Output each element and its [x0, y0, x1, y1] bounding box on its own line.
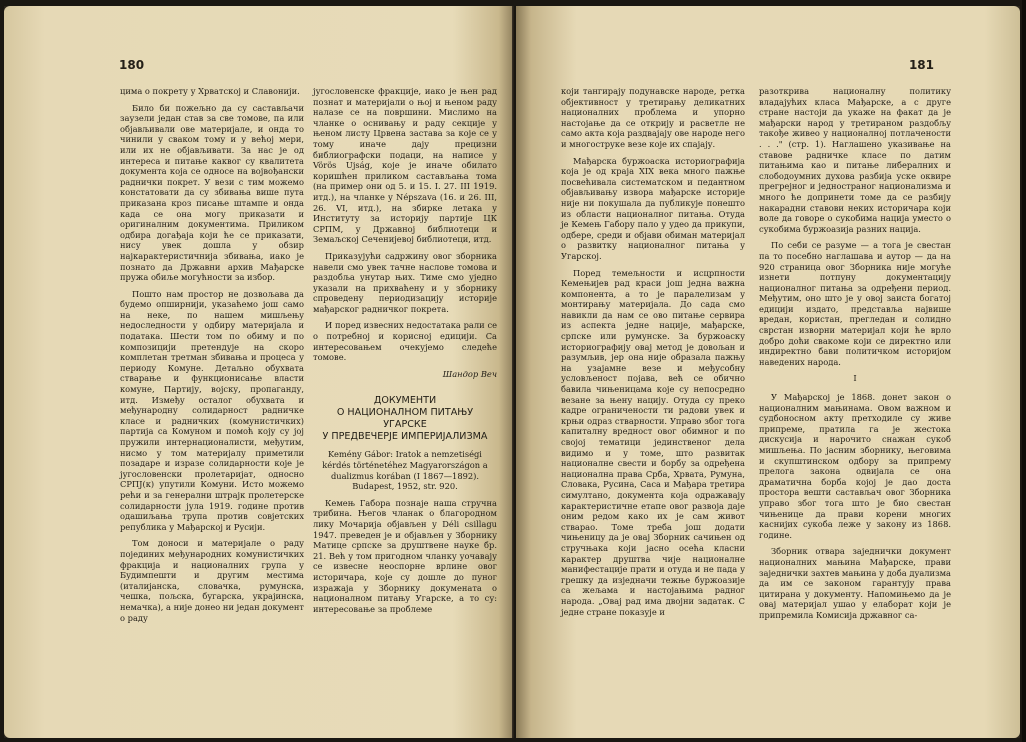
page-number: 181 [908, 58, 934, 72]
bibliographic-reference: Kemény Gábor: Iratok a nemzetiségi kérdés történetéhez Magyarországon a dualizmus korában (I 1867—1892). Budapest, 1952, str. 920. [322, 449, 488, 492]
paragraph: Том доноси и материјале о раду појединих међународних комунистичких фракција и националних група у Будимпешти и другим местима (италијанска, словачка, румунска, чешка, пољска, бугарска, украјинска, немачка), а није донео ни један документ о раду [120, 538, 304, 623]
paragraph: разоткрива националну политику владајућих класа Мађарске, а с друге стране настоји да укаже на факат да је мађарски народ у третираном раздобљу такође живео у националној потлачености . . ." (стр. 1). Наглашено указивање на ставове радничке класе по датим питањима као и питање либералних и слободоумних духова разбија уске оквире прегрејног и једностраног национализма и много ће допринети томе да се разбију накарадни ставови неких историчара који воле да говоре о сукобима нација уместо о сукобима буржоазија разних нација. [759, 86, 951, 234]
background-edge [1022, 0, 1026, 742]
paragraph: Мађарска буржоаска историографија која је од краја XIX века много пажње посвећивала систематском и педантном објављивању извора мађарске историје није ни покушала да публикује понешто из области националног питања. Отуда је Кемењ Габору пало у удео да прикупи, одбере, среди и објави обиман материјал о развитку националног питања у Угарској. [561, 155, 745, 261]
paragraph: Пошто нам простор не дозвољава да будемо опширнији, указаћемо још само на неке, по нашем мишљењу недоследности у одбиру материјала и података. Шести том по обиму и по композицији претендује на скоро комплетан третман збивања и процеса у периоду Комуне. Детаљно обухвата стварање и функционисање власти комуне, Партију, војску, пропаганду, итд. Између осталог обухвата и међународну солидарност радничке класе и радничких (комунистичких) партија са Комуном и помоћ коју су јој пружили интернационалисти, међутим, нисмо у том материјалу приметили позадаре и изразе солидарности које је југословенски пролетаријат, односно СРПЈ(к) упутили Комуни. Исто можемо рећи и за генерални штрајк пролетерске солидарности јула 1919. године против одашиљања трупа против совјетских република у Мађарској и Русији. [120, 288, 304, 532]
heading-line: О НАЦИОНАЛНОМ ПИТАЊУ [336, 407, 474, 419]
heading-line: УГАРСКЕ [383, 419, 427, 431]
section-number: I [853, 373, 857, 384]
paragraph: Приказујући садржину овог зборника навели смо увек тачне наслове томова и раздобља унутар њих. Тиме смо уједно указали на прихваћену и у зборнику спроведену периодизацију историје мађарског радничког покрета. [313, 250, 497, 314]
right-page [516, 6, 1020, 738]
paragraph: цима о покрету у Хрватској и Славонији. [120, 86, 300, 96]
left-column-b [313, 86, 497, 620]
paragraph: који тангирају подунавске народе, ретка објективност у третирању деликатних националних проблема и упорно настојање да се открију и расветле не само акта која раздвајају ове народе него и многоструке везе које их спајају. [561, 86, 745, 149]
paragraph: И поред извесних недостатака рали се о потребној и корисној едицији. Са интересовањем очекујемо следеће томове. [313, 320, 497, 363]
paragraph: Поред темељности и исцрпности Кемењијев рад краси још једна важна компонента, а то је паралелизам у монтирању материјала. До сада смо навикли да нам се ово питање сервира из аспекта једне нације, мађарске, српске или румунске. За буржоаску историографију овај метод је довољан и разумљив, јер она није образала пажњу на узајамне везе и међусобну условљеност појава, већ се обично бавила чињеницама које су непосредно везане за њену нацију. Отуда су преко кадре ограничености ти радови увек и крњи одраз стварности. Управо због тога капиталну вредност овог обимног и по својој тематици јединственог дела видимо и у томе, што развитак националне свести и борбу за одређена национална права Срба, Хрвата, Румуна, Словака, Русина, Саса и Мађара третира симултано, документа која одражавају карактеристичне етапе овог развоја даје оним редом како их је сам живот стварао. Томе треба још додати чињеницу да је овај Зборник сачињен од стручњака који јасно осећа класни карактер друштва чије националне манифестације прати и отуда и не пада у грешку да изједначи тежње буржоазије са жељама и настојањима радног народа. „Овај рад има двојни задатак. С једне стране показује и [561, 267, 745, 617]
left-page [4, 6, 514, 738]
section-heading [313, 395, 497, 443]
paragraph: југословенске фракције, иако је њен рад познат и материјали о њој и њеном раду налазе се на површини. Мислимо на чланке о оснивању и раду секције у њеном листу Црвена застава за које се у тому иначе дају прецизни библиографски подаци, на написе у Vörös Ujság, које је иначе обилато коришћен приликом састављања тома (на пример они од 5. и 15. I. 27. III 1919. итд.), на чланке у Népszava (16. и 26. III, 26. VI, итд.), на збирке летака у Институту за историју партије ЦК СРПМ, у Државној библиотеци и Земаљској Сеченијевој библиотеци, итд. [313, 86, 497, 245]
paragraph: Зборник отвара заједнички документ националних мањина Мађарске, прави заједнички захтев мањина у доба дуализма да им се законом гарантују права цитирана у документу. Напомињемо да је овај материјал ушао у елаборат који је припремила Комисија државног са- [759, 546, 951, 620]
heading-line: ДОКУМЕНТИ [373, 395, 437, 407]
heading-line: У ПРЕДВЕЧЕРЈЕ ИМПЕРИЈАЛИЗМА [322, 431, 488, 443]
paragraph: Кемењ Габора познаје наша стручна трибина. Његов чланак о благородном лику Мочарија објављен у Déli csillagu 1947. преведен је и објављен у Зборнику Матице српске за друштвене науке бр. 21. Већ у том пригодном чланку уочавају се извесне неоспорне врлине овог историчара, које су дошле до пуног изражаја у Зборнику докумената о националном питању Угарске, а то су: интересовање за проблеме [313, 497, 497, 614]
paragraph: Било би пожељно да су састављачи заузели један став за све томове, па или објављивали ове материјале, и онда то чинили у сваком тому и у већој мери, или их не објављивати. За нас је од интереса и питање каквог су квалитета документа која се односе на војвођански раднички покрет. У вези с тим можемо констатовати да су збивања више пута приказана кроз писање штампе и онда када се она могу приказати и оригиналним документима. Приликом одбира догађаја који ће се приказати, нису увек дошла у обзир најкарактеристичнија збивања, иако је познато да Државни архив Мађарске пружа обиље могућности за избор. [120, 102, 304, 283]
paragraph: По себи се разуме — а тога је свестан па то посебно наглашава и аутор — да на 920 страница овог Зборника није могуће изнети потпуну документацију националног питања за одређени период. Међутим, оно што је у овој заиста богатој едицији издато, представља највише вредан, користан, прегледан и солидно сврстан изворни материјал који ће врло добро доћи свакоме који се директно или индиректно бави политичком историјом наведених народа. [759, 240, 951, 367]
left-column-a [120, 86, 304, 629]
page-number: 180 [119, 58, 145, 72]
review-signature: Шандор Веч [442, 368, 497, 379]
paragraph: У Мађарској је 1868. донет закон о националним мањинама. Овом важном и судбоносном акту претходиле су живе припреме, пратила га је жестока дискусија и нарочито снажан сукоб мишљења. По јасним зборнику, његовима и скупштинском одбору за припрему прелога закона одвијала се она драматична борба којој је дао доста простора вешти састављач овог Зборника управо због тога што је био свестан чињенице да прави корени многих каснијих сукоба леже у закону из 1868. године. [759, 392, 951, 540]
book-spread [4, 6, 1020, 738]
right-column-a [561, 86, 745, 623]
right-column-b [759, 86, 951, 627]
